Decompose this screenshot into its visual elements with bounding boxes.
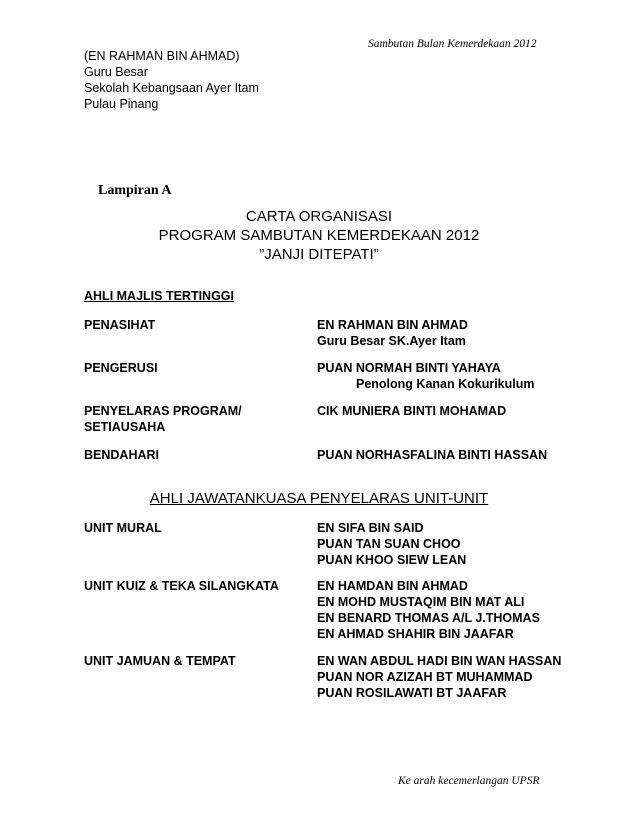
title-line-1: CARTA ORGANISASI (245, 208, 393, 225)
role-pengerusi: Penolong Kanan Kokurikulum (356, 377, 535, 391)
signature-school: Sekolah Kebangsaan Ayer Itam (84, 81, 259, 95)
title-line-3: ”JANJI DITEPATI” (259, 246, 379, 263)
section-heading-jawatankuasa: AHLI JAWATANKUASA PENYELARAS UNIT-UNIT (149, 490, 489, 507)
name-bendahari: PUAN NORHASFALINA BINTI HASSAN (317, 448, 548, 462)
label-unit-jamuan: UNIT JAMUAN & TEMPAT (84, 654, 236, 668)
label-bendahari: BENDAHARI (84, 448, 159, 462)
label-penasihat: PENASIHAT (84, 318, 156, 332)
label-penyelaras-line-2: SETIAUSAHA (84, 420, 166, 434)
name-pengerusi: PUAN NORMAH BINTI YAHAYA (317, 361, 501, 375)
appendix-label: Lampiran A (98, 183, 172, 198)
member-name: EN HAMDAN BIN AHMAD (317, 579, 468, 593)
title-line-2: PROGRAM SAMBUTAN KEMERDEKAAN 2012 (158, 227, 480, 244)
running-header: Sambutan Bulan Kemerdekaan 2012 (368, 38, 537, 50)
member-name: PUAN TAN SUAN CHOO (317, 537, 461, 551)
member-name: PUAN KHOO SIEW LEAN (317, 553, 467, 567)
signature-name: (EN RAHMAN BIN AHMAD) (84, 49, 240, 63)
member-name: EN MOHD MUSTAQIM BIN MAT ALI (317, 595, 525, 609)
member-name: EN SIFA BIN SAID (317, 521, 424, 535)
section-heading-majlis: AHLI MAJLIS TERTINGGI (84, 289, 234, 303)
name-penasihat: EN RAHMAN BIN AHMAD (317, 318, 468, 332)
signature-state: Pulau Pinang (84, 97, 159, 111)
name-penyelaras: CIK MUNIERA BINTI MOHAMAD (317, 404, 507, 418)
role-penasihat: Guru Besar SK.Ayer Itam (317, 334, 466, 348)
label-unit-kuiz: UNIT KUIZ & TEKA SILANGKATA (84, 579, 279, 593)
member-name: EN BENARD THOMAS A/L J.THOMAS (317, 611, 540, 625)
label-penyelaras-line-1: PENYELARAS PROGRAM/ (84, 404, 242, 418)
member-name: PUAN NOR AZIZAH BT MUHAMMAD (317, 670, 533, 684)
signature-position: Guru Besar (84, 65, 148, 79)
running-footer: Ke arah kecemerlangan UPSR (398, 775, 540, 787)
member-name: EN AHMAD SHAHIR BIN JAAFAR (317, 627, 514, 641)
member-name: PUAN ROSILAWATI BT JAAFAR (317, 686, 507, 700)
label-unit-mural: UNIT MURAL (84, 521, 162, 535)
member-name: EN WAN ABDUL HADI BIN WAN HASSAN (317, 654, 562, 668)
label-pengerusi: PENGERUSI (84, 361, 158, 375)
